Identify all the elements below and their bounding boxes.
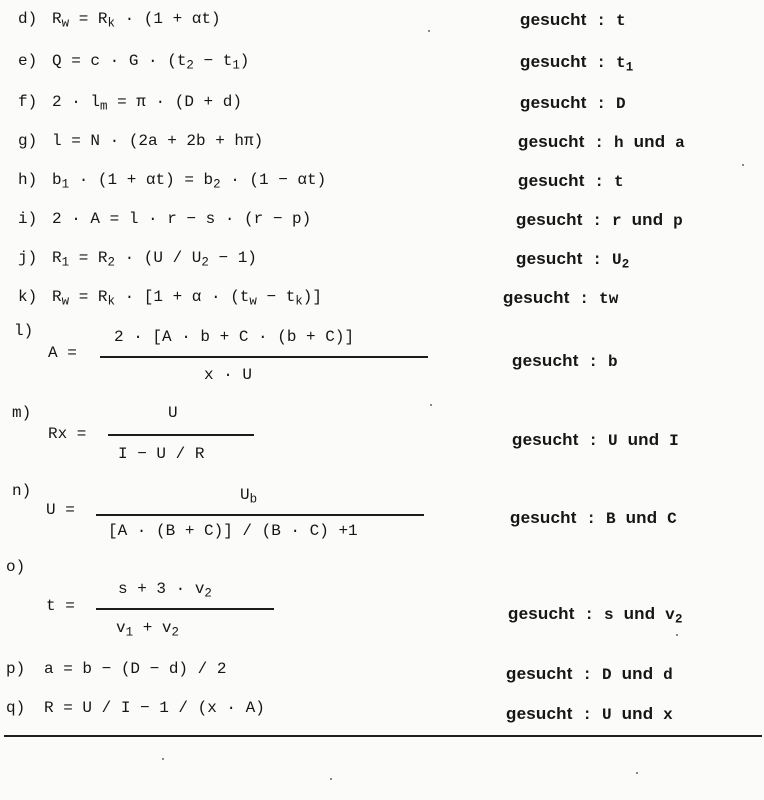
scan-speck bbox=[330, 778, 332, 780]
sought-value: b bbox=[607, 353, 618, 371]
equation: 2 · A = l · r − s · (r − p) bbox=[52, 210, 312, 228]
sought-variable: gesucht : r und p bbox=[516, 210, 683, 230]
sought-value: h und a bbox=[613, 132, 685, 152]
sought-variable: gesucht : $t_1$ bbox=[520, 52, 634, 75]
exercise-row-l bbox=[0, 322, 764, 382]
exercise-label: n) bbox=[12, 482, 32, 500]
fraction-numerator: 2 · [A · b + C · (b + C)] bbox=[114, 328, 355, 346]
exercise-row-o bbox=[0, 558, 764, 644]
exercise-label: f) bbox=[18, 93, 38, 111]
sought-label: gesucht bbox=[520, 10, 587, 29]
sought-variable: gesucht : D bbox=[520, 93, 626, 113]
scan-speck bbox=[430, 404, 432, 406]
equation: l = N · (2a + 2b + hπ) bbox=[52, 132, 264, 150]
fraction-numerator: $U_b$ bbox=[240, 486, 258, 507]
bottom-rule bbox=[4, 735, 762, 737]
exercise-label: h) bbox=[18, 171, 38, 189]
exercise-label: l) bbox=[14, 322, 34, 340]
equation: $Q = c \cdot G \cdot (t_2 - t_1)$ bbox=[52, 52, 250, 73]
sought-value: U und I bbox=[607, 430, 679, 450]
sought-variable: gesucht : h und a bbox=[518, 132, 685, 152]
sought-value: tw bbox=[598, 290, 619, 308]
sought-label: gesucht bbox=[516, 249, 583, 268]
sought-value: t bbox=[615, 12, 626, 30]
fraction-bar bbox=[96, 608, 274, 610]
fraction-bar bbox=[96, 514, 424, 516]
equation: $2 \cdot l_m = \pi \cdot (D + d)$ bbox=[52, 93, 242, 114]
equation-lhs: Rx = bbox=[48, 425, 87, 443]
sought-value: $U_2$ bbox=[611, 251, 630, 272]
exercise-row-n bbox=[0, 480, 764, 546]
sought-variable: gesucht : U und x bbox=[506, 704, 673, 724]
sought-variable: gesucht : D und d bbox=[506, 664, 673, 684]
sought-label: gesucht bbox=[512, 430, 579, 449]
equation-lhs: A = bbox=[48, 344, 77, 362]
exercise-label: k) bbox=[18, 288, 38, 306]
sought-label: gesucht bbox=[503, 288, 570, 307]
sought-label: gesucht bbox=[510, 508, 577, 527]
sought-value: s und $v_2$ bbox=[603, 604, 683, 627]
fraction-numerator: $s + 3 \cdot v_2$ bbox=[118, 580, 212, 601]
equation: R = U / I − 1 / (x · A) bbox=[44, 699, 265, 717]
sought-value: U und x bbox=[601, 704, 673, 724]
scan-speck bbox=[676, 634, 678, 636]
sought-value: B und C bbox=[605, 508, 677, 528]
sought-variable: gesucht : tw bbox=[503, 288, 619, 308]
exercise-label: q) bbox=[6, 699, 26, 717]
sought-label: gesucht bbox=[508, 604, 575, 623]
fraction-numerator: U bbox=[168, 404, 178, 422]
equation-lhs: U = bbox=[46, 501, 75, 519]
scan-speck bbox=[428, 30, 430, 32]
sought-variable: gesucht : B und C bbox=[510, 508, 677, 528]
fraction-bar bbox=[108, 434, 254, 436]
sought-variable: gesucht : s und $v_2$ bbox=[508, 604, 683, 627]
exercise-row-m bbox=[0, 400, 764, 464]
sought-variable: gesucht : t bbox=[518, 171, 624, 191]
sought-variable: gesucht : U und I bbox=[512, 430, 679, 450]
sought-variable: gesucht : b bbox=[512, 351, 618, 371]
sought-value: r und p bbox=[611, 210, 683, 230]
scan-speck bbox=[636, 772, 638, 774]
exercise-label: e) bbox=[18, 52, 38, 70]
sought-label: gesucht bbox=[518, 132, 585, 151]
sought-variable: gesucht : $U_2$ bbox=[516, 249, 630, 272]
exercise-label: m) bbox=[12, 404, 32, 422]
sought-value: $t_1$ bbox=[615, 54, 634, 75]
equation: $R_w = R_k \cdot [1 + \alpha \cdot (t_w - t_k)]$ bbox=[52, 288, 322, 309]
exercise-label: p) bbox=[6, 660, 26, 678]
sought-label: gesucht bbox=[520, 52, 587, 71]
sought-value: t bbox=[613, 173, 624, 191]
sought-label: gesucht bbox=[516, 210, 583, 229]
scan-speck bbox=[742, 164, 744, 166]
exercise-label: g) bbox=[18, 132, 38, 150]
fraction-denominator: $v_1 + v_2$ bbox=[116, 619, 179, 640]
equation: a = b − (D − d) / 2 bbox=[44, 660, 227, 678]
exercise-label: o) bbox=[6, 558, 26, 576]
fraction-denominator: [A · (B + C)] / (B · C) +1 bbox=[108, 522, 358, 540]
equation: $b_1 \cdot (1 + \alpha t) = b_2 \cdot (1 - \alpha t)$ bbox=[52, 171, 327, 192]
sought-variable: gesucht : t bbox=[520, 10, 626, 30]
fraction-bar bbox=[100, 356, 428, 358]
exercise-label: d) bbox=[18, 10, 38, 28]
equation: $R_w = R_k \cdot (1 + \alpha t)$ bbox=[52, 10, 221, 31]
sought-label: gesucht bbox=[506, 664, 573, 683]
sought-label: gesucht bbox=[518, 171, 585, 190]
fraction-denominator: x · U bbox=[204, 366, 253, 384]
equation: $R_1 = R_2 \cdot (U / U_2 - 1)$ bbox=[52, 249, 257, 270]
equation-lhs: t = bbox=[46, 597, 75, 615]
sought-label: gesucht bbox=[512, 351, 579, 370]
sought-label: gesucht bbox=[520, 93, 587, 112]
exercise-label: j) bbox=[18, 249, 38, 267]
exercise-label: i) bbox=[18, 210, 38, 228]
fraction-denominator: I − U / R bbox=[118, 445, 205, 463]
sought-value: D bbox=[615, 95, 626, 113]
sought-value: D und d bbox=[601, 664, 673, 684]
sought-label: gesucht bbox=[506, 704, 573, 723]
scan-speck bbox=[162, 758, 164, 760]
